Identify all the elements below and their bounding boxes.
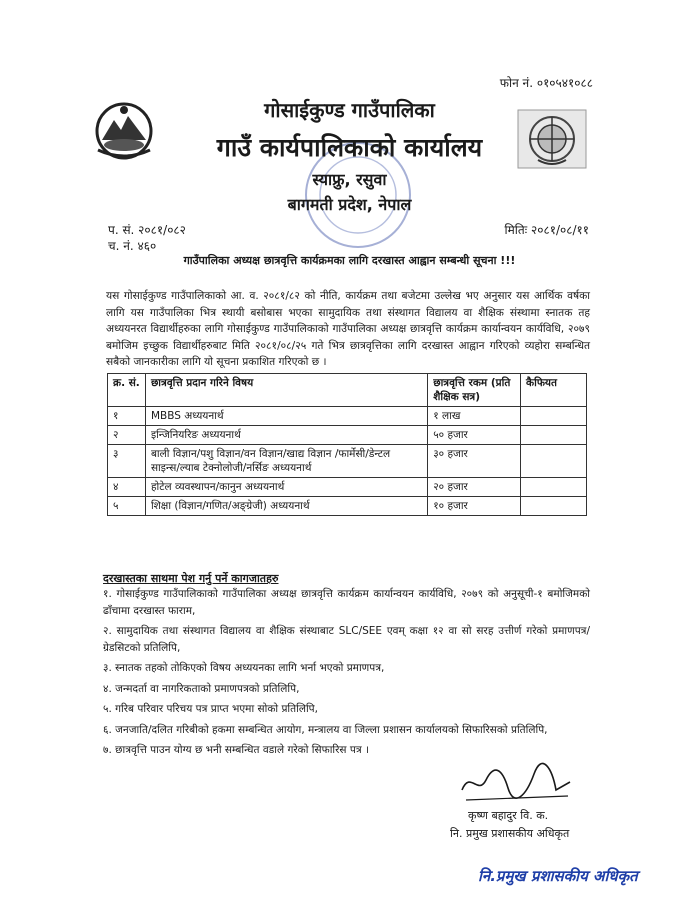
header-amount: छात्रवृत्ति रकम (प्रति शैक्षिक सत्र) (428, 374, 521, 407)
list-item: ४. जन्मदर्ता वा नागरिकताको प्रमाणपत्रको प्रतिलिपि, (103, 682, 300, 695)
letter-date: मितिः २०८१/०८/११ (504, 223, 589, 237)
office-name: गाउँ कार्यपालिकाको कार्यालय (216, 133, 483, 162)
cell-amount: १ लाख (428, 407, 521, 426)
cell-amount: १० हजार (428, 497, 521, 516)
list-item: ५. गरिब परिवार परिचय पत्र प्राप्त भएमा सोको प्रतिलिपि, (103, 703, 318, 715)
scholarship-table (107, 373, 587, 516)
list-item: ६. जनजाति/दलित गरिबीको हकमा सम्बन्धित आयोग, मन्त्रालय वा जिल्ला प्रशासन कार्यालयको सिफारिसको प्रतिलिपि, (103, 723, 548, 736)
list-item: ७. छात्रवृत्ति पाउन योग्य छ भनी सम्बन्धित वडाले गरेको सिफारिस पत्र । (103, 744, 369, 756)
cell-sn: २ (108, 426, 146, 445)
table-row (108, 497, 587, 516)
dispatch-number: च. नं. ४६० (108, 239, 157, 253)
cell-remarks (521, 426, 587, 445)
signature-icon (456, 760, 576, 806)
table-row (108, 407, 587, 426)
cell-subject: इन्जिनियरिङ अध्ययनार्थ (145, 426, 427, 445)
header-subject: छात्रवृत्ति प्रदान गरिने विषय (145, 374, 427, 407)
signatory-name: कृष्ण बहादुर वि. क. (468, 809, 549, 822)
letter-reference-number: प. सं. २०८१/०८२ (108, 223, 186, 237)
cell-subject: होटेल व्यवस्थापन/कानुन अध्ययनार्थ (145, 478, 427, 497)
cell-remarks (521, 407, 587, 426)
table-header-row (108, 374, 587, 407)
notice-body: यस गोसाईकुण्ड गाउँपालिकाको आ. व. २०८१/८२ को नीति, कार्यक्रम तथा बजेटमा उल्लेख भए अनुसार यस आर्थिक वर्षका लागि यस गाउँपालिका भित्र स्थायी बसोबास भएका सामुदायिक तथा संस्थागत विद्यालय वा शैक्षिक संस्थामा स्नातक तह अध्ययनरत विद्यार्थीहरुका लागि गोसाईकुण्ड गाउँपालिकाको गाउँपालिका अध्यक्ष छात्रवृत्ति कार्यक्रम कार्यान्वयन कार्यविधि, २०७९ बमोजिम इच्छुक विद्यार्थीहरुबाट मिति २०८१/०८/२५ गते भित्र छात्रवृत्तिका लागि दरखास्त आह्वान गरिएको व्यहोरा सम्बन्धित सबैको जानकारीका लागि यो सूचना प्रकाशित गरिएको छ । (106, 290, 590, 369)
list-item: २. सामुदायिक तथा संस्थागत विद्यालय वा शैक्षिक संस्थाबाट SLC/SEE एवम् कक्षा १२ वा सो सरह उत्तीर्ण गरेको प्रमाणपत्र/ग्रेडसिटको प्रतिलिपि, (103, 625, 590, 654)
cell-remarks (521, 497, 587, 516)
designation-stamp: नि.प्रमुख प्रशासकीय अधिकृत (478, 867, 638, 885)
notice-subject: गाउँपालिका अध्यक्ष छात्रवृत्ति कार्यक्रमका लागि दरखास्त आह्वान सम्बन्धी सूचना !!! (183, 254, 516, 267)
header-sn: क्र. सं. (108, 374, 146, 407)
table-row (108, 478, 587, 497)
municipality-name: गोसाईकुण्ड गाउँपालिका (264, 98, 435, 122)
address-line-1: स्याफ्रु, रसुवा (312, 170, 387, 189)
cell-sn: ५ (108, 497, 146, 516)
cell-amount: ५० हजार (428, 426, 521, 445)
cell-subject: MBBS अध्ययनार्थ (145, 407, 427, 426)
documents-list (103, 586, 590, 763)
documents-title: दरखास्तका साथमा पेश गर्नु पर्ने कागजातहरु (103, 572, 279, 585)
cell-remarks (521, 478, 587, 497)
cell-subject: शिक्षा (विज्ञान/गणित/अङ्ग्रेजी) अध्ययनार्थ (145, 497, 427, 516)
list-item: ३. स्नातक तहको तोकिएको विषय अध्ययनका लागि भर्ना भएको प्रमाणपत्र, (103, 662, 385, 674)
cell-subject: बाली विज्ञान/पशु विज्ञान/वन विज्ञान/खाद्य विज्ञान /फार्मेसी/डेन्टल साइन्स/ल्याब टेक्नोलोजी/नर्सिङ अध्ययनार्थ (145, 445, 427, 478)
header-remarks: कैफियत (521, 374, 587, 407)
signatory-post: नि. प्रमुख प्रशासकीय अधिकृत (450, 827, 570, 840)
list-item: १. गोसाईकुण्ड गाउँपालिकाको गाउँपालिका अध्यक्ष छात्रवृत्ति कार्यक्रम कार्यान्वयन कार्यविधि, २०७९ को अनुसूची-१ बमोजिमको ढाँचामा दरखास्त फाराम, (103, 588, 590, 617)
cell-amount: २० हजार (428, 478, 521, 497)
address-line-2: बागमती प्रदेश, नेपाल (287, 195, 412, 214)
cell-remarks (521, 445, 587, 478)
cell-sn: ४ (108, 478, 146, 497)
table-row (108, 426, 587, 445)
cell-sn: १ (108, 407, 146, 426)
table-row (108, 445, 587, 478)
phone-number: फोन नं. ०१०५४१०८८ (499, 76, 593, 90)
cell-amount: ३० हजार (428, 445, 521, 478)
cell-sn: ३ (108, 445, 146, 478)
